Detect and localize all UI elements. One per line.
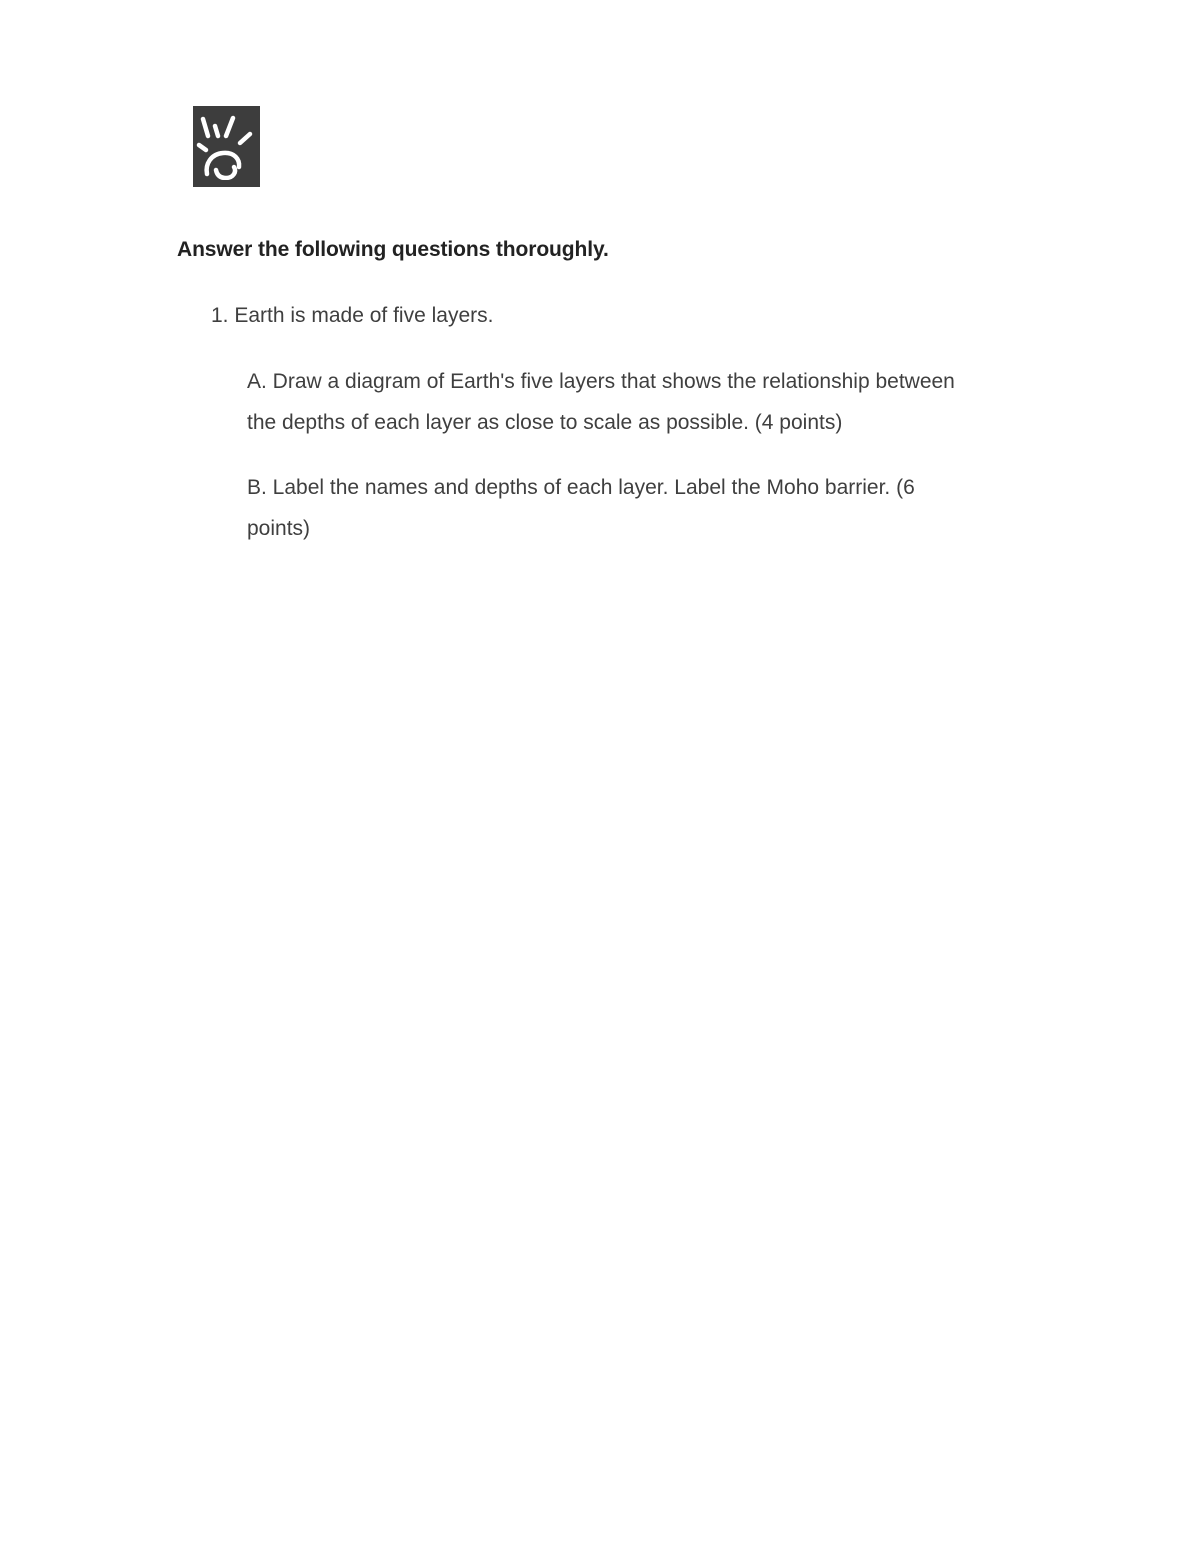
part-b-line-2: points) — [247, 517, 311, 540]
question-1-stem: 1. Earth is made of five layers. — [211, 304, 494, 327]
part-a-line-1: A. Draw a diagram of Earth's five layers that shows the relationship between — [247, 370, 955, 393]
question-1-part-b — [247, 467, 1067, 549]
logo-icon — [193, 106, 260, 187]
instructions-heading: Answer the following questions thoroughly. — [177, 238, 609, 261]
part-b-line-1: B. Label the names and depths of each layer. Label the Moho barrier. (6 — [247, 476, 915, 499]
part-a-line-2: the depths of each layer as close to scale as possible. (4 points) — [247, 411, 843, 434]
question-1-part-a — [247, 361, 1067, 443]
